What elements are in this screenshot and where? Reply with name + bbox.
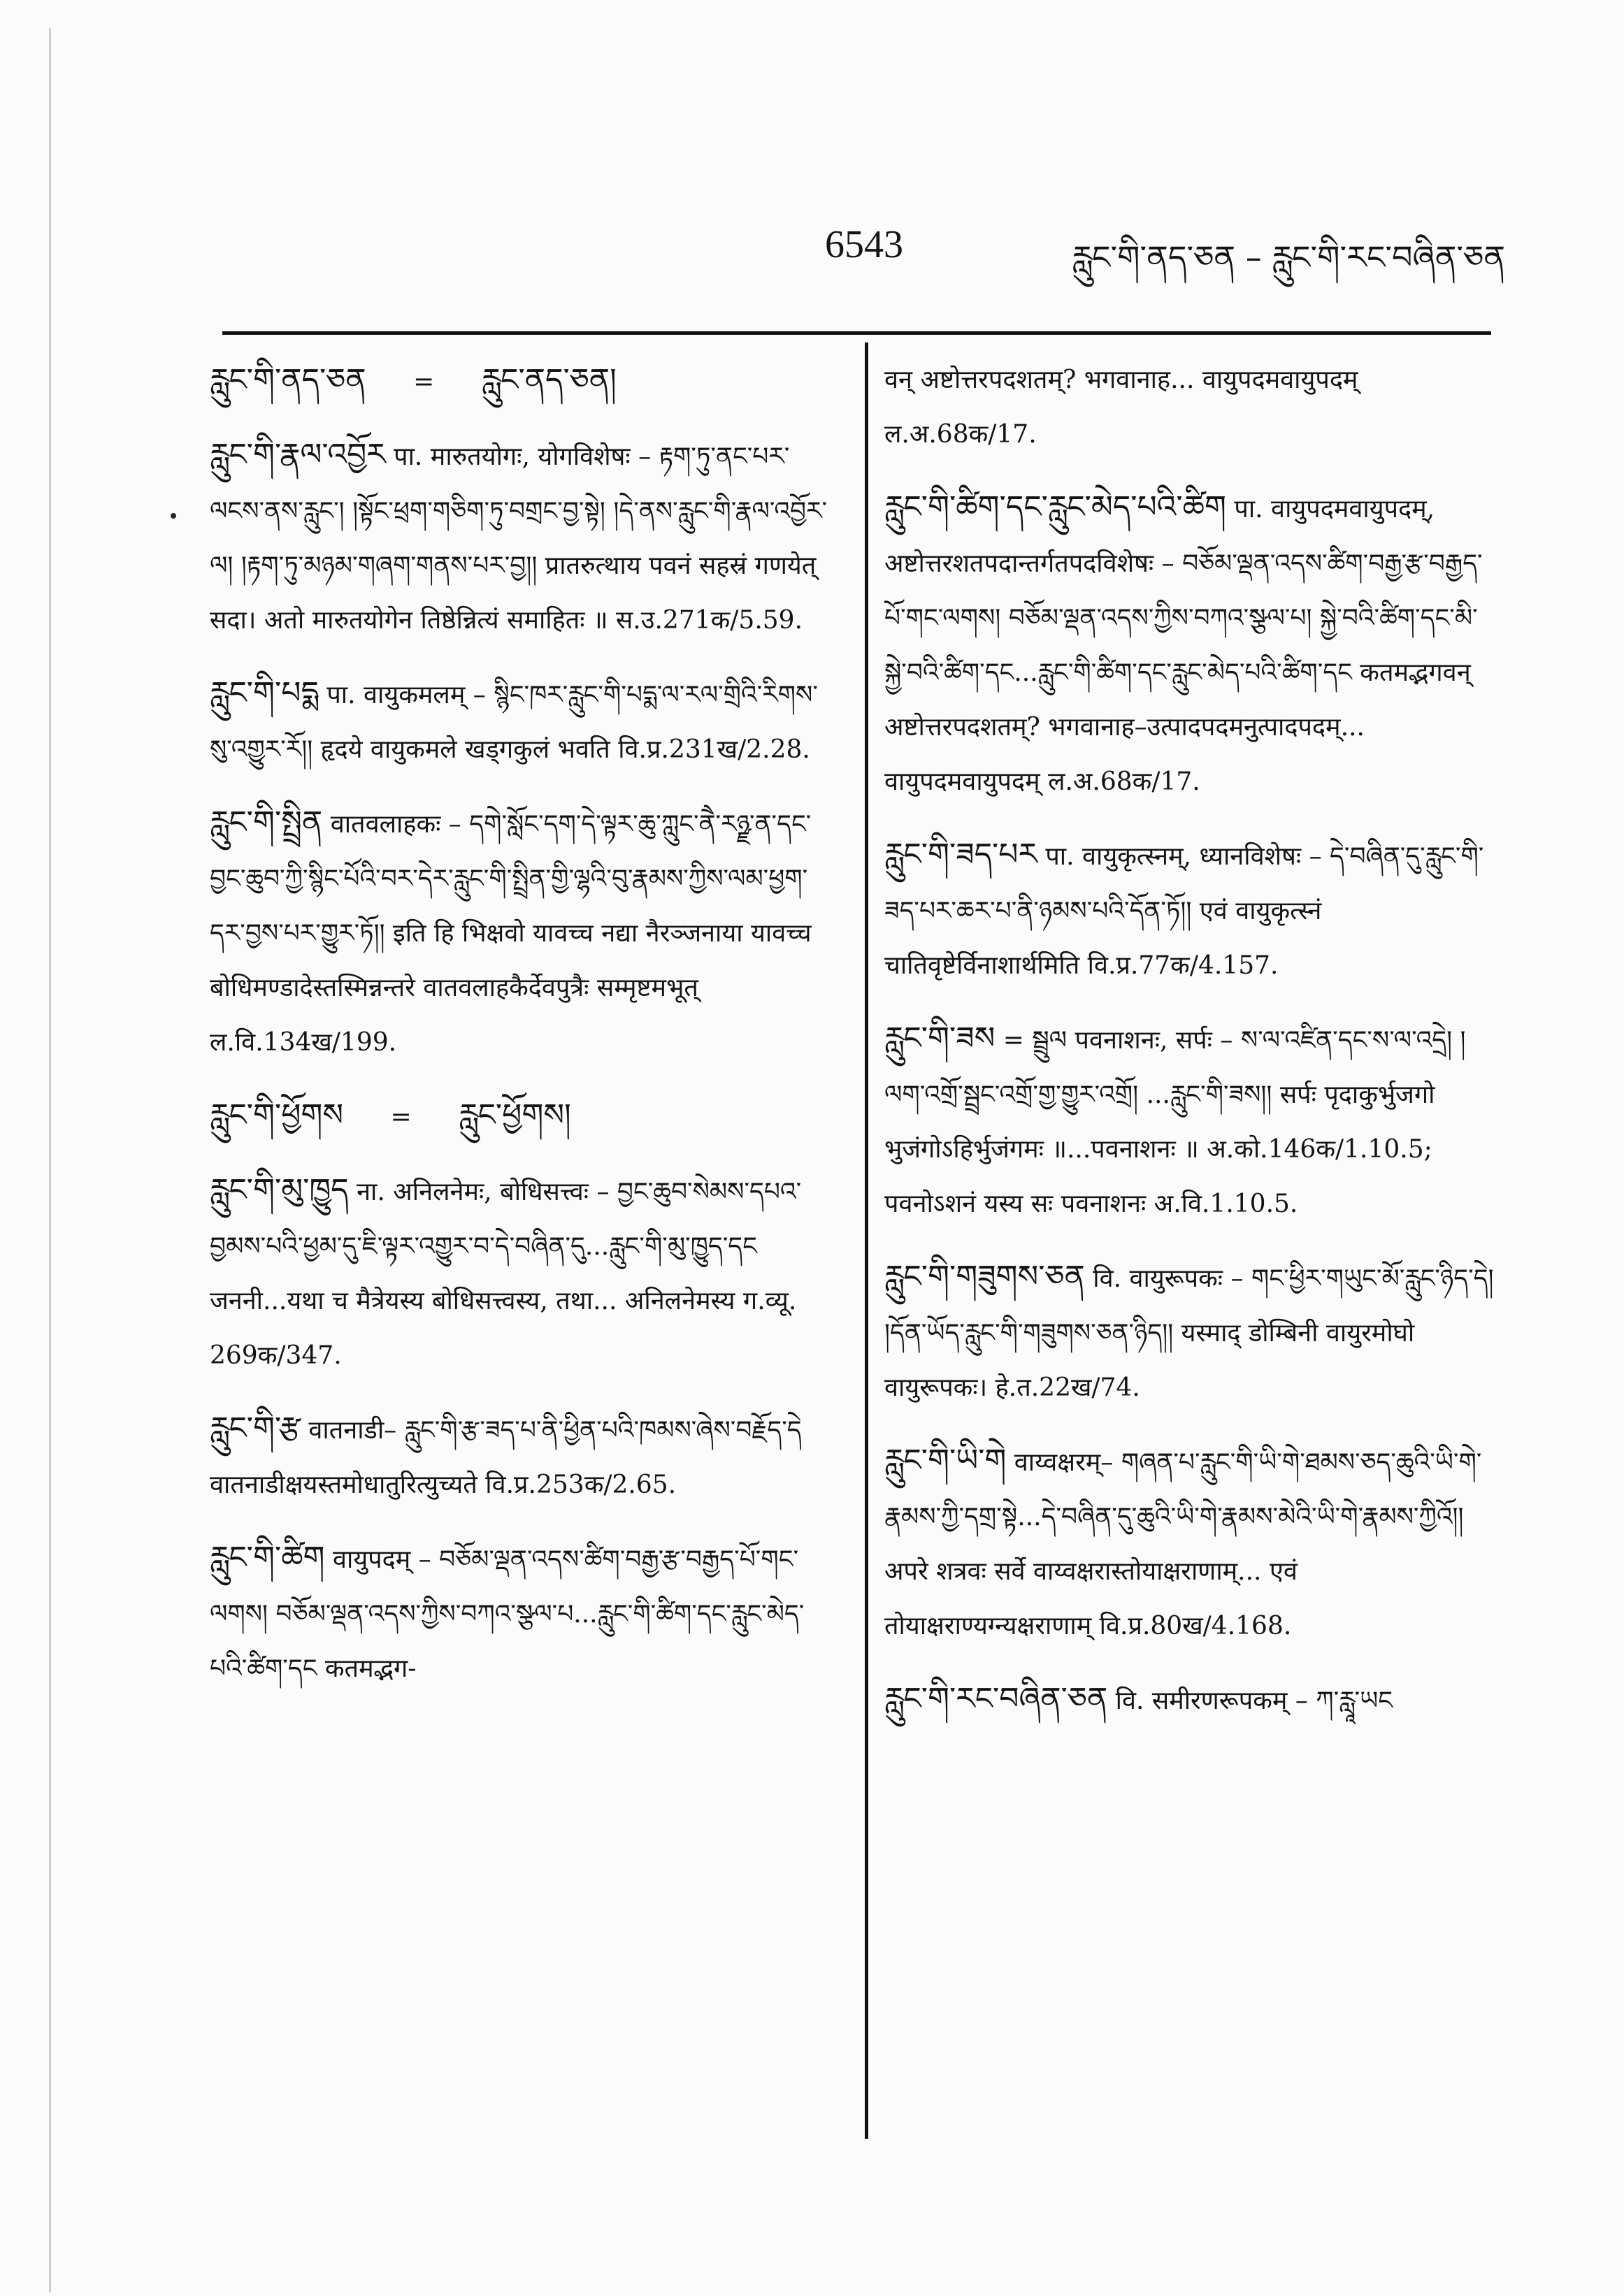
headword: རླུང་གི་པདྨ xyxy=(210,675,319,711)
dictionary-entry xyxy=(210,1531,839,1696)
headword: རླུང་གི་མུ་ཁྱུད xyxy=(210,1172,349,1208)
entry-body: वन् अष्टोत्तरपदशतम्? भगवानाह... वायुपदमवायुपदम् ल.अ.68क/17. xyxy=(884,366,1358,449)
dictionary-entry xyxy=(884,1011,1500,1232)
headword: རླུང་གི་ཚིག་དང་རླུང་མེད་པའི་ཚིག xyxy=(884,489,1226,525)
scan-speck xyxy=(171,513,176,519)
dictionary-entry xyxy=(210,795,839,1070)
dictionary-entry xyxy=(210,428,839,648)
dictionary-entry xyxy=(210,666,839,777)
entry-body: पा. वायुकृत्स्नम्, ध्यानविशेषः – དེ་བཞིན་དུ་རླུང་གི་ཟད་པར་ཆར་པ་ནི་ཉམས་པའི་དོན་ཏོ།། एवं वायुकृत्स्नं चातिवृष्टेर्विनाशार्थमिति वि.प्र.77क/4.157. xyxy=(884,842,1484,980)
dictionary-entry xyxy=(210,1088,839,1145)
cross-reference: རླུང་ནད་ཅན། xyxy=(481,362,617,398)
entry-body: वातनाडी– རླུང་གི་རྩ་ཟད་པ་ནི་ཕྱིན་པའི་ཁམས་ཞེས་བརྗོད་དེ वातनाडीक्षयस्तमोधातुरित्युच्यते वि.प्र.253क/2.65. xyxy=(210,1416,802,1499)
headword: རླུང་གི་གཟུགས་ཅན xyxy=(884,1259,1085,1294)
headword: རླུང་གི་རང་བཞིན་ཅན xyxy=(884,1681,1108,1717)
entry-body: पा. मारुतयोगः, योगविशेषः – རྟག་ཏུ་ནང་པར་ལངས་ནས་རླུང་། །སྟོང་ཕྲག་གཅིག་ཏུ་བགྲང་བྱ་སྟེ། །དེ་ནས་རླུང་གི་རྣལ་འབྱོར་ལ། །རྟག་ཏུ་མཉམ་གཞག་གནས་པར་བྱ།། प्रातरुत्थाय पवनं सहस्रं गणयेत् सदा। अतो मारुतयोगेन तिष्ठेन्नित्यं समाहितः ॥ स.उ.271क/5.59. xyxy=(210,442,828,635)
headword: རླུང་གི་ཟད་པར xyxy=(884,837,1037,872)
headword: རླུང་གི་རྩ xyxy=(210,1410,301,1446)
headword: རླུང་གི་ཟས xyxy=(884,1020,996,1056)
column-divider xyxy=(865,342,868,2139)
header-rule xyxy=(222,331,1491,335)
entry-body: वातवलाहकः – དགེ་སློང་དག་དེ་ལྟར་ཆུ་ཀླུང་ནཻ་རཉྫ་ན་དང་བྱང་ཆུབ་ཀྱི་སྙིང་པོའི་བར་དེར་རླུང་གི་སྤྲིན་གྱི་ལྷའི་བུ་རྣམས་ཀྱིས་ལམ་ཕྱག་དར་བྱས་པར་གྱུར་ཏོ།། इति हि भिक्षवो यावच्च नद्या नैरञ्जनाया यावच्च बोधिमण्डादेस्तस्मिन्नन्तरे वातवलाहकैर्देवपुत्रैः सम्मृष्टमभूत् ल.वि.134ख/199. xyxy=(210,810,812,1057)
dictionary-entry xyxy=(210,1401,839,1512)
headword: རླུང་གི་ཚིག xyxy=(210,1540,325,1575)
entry-body: पा. वायुपदमवायुपदम्, अष्टोत्तरशतपदान्तर्गतपदविशेषः – བཅོམ་ལྡན་འདས་ཚིག་བརྒྱ་རྩ་བརྒྱད་པོ་གང་ལགས། བཅོམ་ལྡན་འདས་ཀྱིས་བཀའ་སྩལ་པ། སྐྱེ་བའི་ཚིག་དང་མི་སྐྱེ་བའི་ཚིག་དང...རླུང་གི་ཚིག་དང་རླུང་མེད་པའི་ཚིག་དང कतमद्भगवन् अष्टोत्तरपदशतम्? भगवानाह–उत्पादपदमनुत्पादपदम्... वायुपदमवायुपदम् ल.अ.68क/17. xyxy=(884,495,1483,796)
headword: རླུང་གི་ཡི་གེ xyxy=(884,1443,1007,1478)
headword: རླུང་གི་སྤྲིན xyxy=(210,804,323,840)
left-column xyxy=(210,353,839,1714)
right-column xyxy=(884,353,1500,1747)
entry-body: = སྦྲུལ पवनाशनः, सर्पः – ས་ལ་འཛིན་དང་ས་ལ་འདྲེ། །ལག་འགྲོ་སྦྲང་འགྲོ་གྱ་གྱུར་འགྲོ། ...རླུང་གི་ཟས།། सर्पः पृदाकुर्भुजगो भुजंगोऽहिर्भुजंगमः ॥...पवनाशनः ॥ अ.को.146क/1.10.5; पवनोऽशनं यस्य सः पवनाशनः अ.वि.1.10.5. xyxy=(884,1026,1466,1218)
dictionary-entry xyxy=(884,1672,1500,1728)
equals-sign: = xyxy=(413,368,435,396)
cross-reference: རླུང་ཕྱོགས། xyxy=(459,1097,571,1133)
headword: རླུང་གི་ཕྱོགས xyxy=(210,1097,344,1133)
dictionary-entry xyxy=(884,828,1500,993)
dictionary-entry xyxy=(210,353,839,410)
scan-margin-line xyxy=(49,28,51,2293)
entry-body: वि. समीरणरूपकम् – ཀ་རླཱ་ཡང xyxy=(1115,1687,1393,1715)
entry-body: वायुपदम् – བཅོམ་ལྡན་འདས་ཚིག་བརྒྱ་རྩ་བརྒྱད་པོ་གང་ལགས། བཅོམ་ལྡན་འདས་ཀྱིས་བཀའ་སྩལ་པ...རླུང་གི་ཚིག་དང་རླུང་མེད་པའི་ཚིག་དང कतमद्भग- xyxy=(210,1545,805,1683)
entry-body: वि. वायुरूपकः – གང་ཕྱིར་གཡུང་མོ་རླུང་ཉིད་དེ། །དོན་ཡོད་རླུང་གི་གཟུགས་ཅན་ཉིད།། यस्माद् डोम्बिनी वायुरमोघो वायुरूपकः। हे.त.22ख/74. xyxy=(884,1264,1494,1402)
dictionary-entry xyxy=(884,1250,1500,1415)
dictionary-entry xyxy=(884,1434,1500,1654)
dictionary-entry xyxy=(210,1163,839,1383)
equals-sign: = xyxy=(390,1103,412,1132)
page-number: 6543 xyxy=(825,223,903,266)
dictionary-entry xyxy=(884,480,1500,809)
entry-body: ना. अनिलनेमः, बोधिसत्त्वः – བྱང་ཆུབ་སེམས་དཔའ་བྱམས་པའི་ཕྱམ་དུ་ཇི་ལྟར་འགྱུར་བ་དེ་བཞིན་དུ...རླུང་གི་མུ་ཁྱུད་དང जननी...यथा च मैत्रेयस्य बोधिसत्त्वस्य, तथा... अनिलनेमस्य ग.व्यू. 269क/347. xyxy=(210,1178,802,1370)
entry-continuation xyxy=(884,353,1500,462)
entry-body: पा. वायुकमलम् – སྙིང་ཁར་རླུང་གི་པདྨ་ལ་རལ་གྲིའི་རིགས་སུ་འགྱུར་རོ།། हृदये वायुकमले खड्गकुलं भवति वि.प्र.231ख/2.28. xyxy=(210,681,818,764)
running-head: རླུང་གི་ནད་ཅན – རླུང་གི་རང་བཞིན་ཅན xyxy=(1072,238,1505,276)
entry-body: वाय्वक्षरम्– གཞན་པ་རླུང་གི་ཡི་གེ་ཐམས་ཅད་ཆུའི་ཡི་གེ་རྣམས་ཀྱི་དགྲ་སྟེ...དེ་བཞིན་དུ་ཆུའི་ཡི་གེ་རྣམས་མེའི་ཡི་གེ་རྣམས་ཀྱིའོ།། अपरे शत्रवः सर्वे वाय्वक्षरास्तोयाक्षराणाम्... एवं तोयाक्षराण्यग्न्यक्षराणाम् वि.प्र.80ख/4.168. xyxy=(884,1448,1482,1640)
headword: རླུང་གི་ནད་ཅན xyxy=(210,362,366,398)
headword: རླུང་གི་རྣལ་འབྱོར xyxy=(210,437,386,472)
